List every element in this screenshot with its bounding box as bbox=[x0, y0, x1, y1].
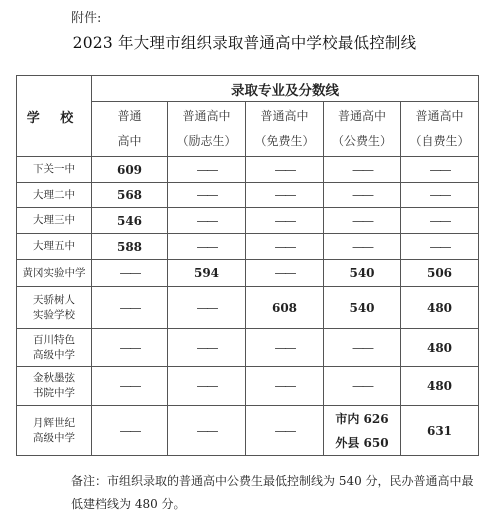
score-value: 540 bbox=[349, 300, 375, 315]
score-value: —— bbox=[352, 379, 372, 393]
attachment-label: 附件: bbox=[71, 11, 102, 26]
score-value: —— bbox=[429, 188, 450, 202]
empty-score-cell bbox=[401, 183, 479, 208]
table-row bbox=[17, 329, 479, 367]
table-row bbox=[17, 234, 479, 260]
empty-score-cell bbox=[92, 329, 168, 367]
score-value: —— bbox=[352, 188, 372, 202]
school-name-line: 高级中学 bbox=[33, 348, 75, 361]
score-value: —— bbox=[429, 213, 450, 228]
table-row bbox=[17, 406, 479, 456]
score-value: —— bbox=[274, 266, 295, 280]
empty-score-cell bbox=[168, 234, 246, 260]
empty-score-cell bbox=[246, 406, 324, 456]
score-cell bbox=[92, 234, 168, 260]
score-value: 480 bbox=[426, 379, 453, 393]
empty-score-cell bbox=[401, 234, 479, 260]
school-name-line: 大理二中 bbox=[33, 188, 75, 201]
col-header-line1: 普通高中 bbox=[182, 109, 231, 123]
school-name-cell bbox=[17, 183, 92, 208]
table-row bbox=[17, 287, 479, 329]
score-cell bbox=[401, 329, 479, 367]
empty-score-cell bbox=[92, 367, 168, 406]
col-header-line1: 普通高中 bbox=[260, 109, 309, 123]
col-header-public bbox=[324, 102, 401, 157]
score-value: 540 bbox=[349, 266, 375, 280]
score-value: —— bbox=[429, 162, 450, 177]
score-value: 588 bbox=[116, 239, 143, 254]
score-value: —— bbox=[196, 239, 217, 254]
empty-score-cell bbox=[168, 406, 246, 456]
score-cell bbox=[401, 406, 479, 456]
score-value: —— bbox=[119, 423, 140, 438]
empty-score-cell bbox=[168, 287, 246, 329]
score-table bbox=[16, 75, 479, 456]
empty-score-cell bbox=[168, 329, 246, 367]
score-cell bbox=[401, 260, 479, 287]
school-name-line: 百川特色 bbox=[33, 333, 75, 346]
footnote: 备注：市组织录取的普通高中公费生最低控制线为 540 分，民办普通高中最低建档线为 480 分。 bbox=[71, 474, 474, 511]
school-name-line: 金秋墨弦 bbox=[33, 372, 75, 384]
score-cell bbox=[324, 406, 401, 456]
empty-score-cell bbox=[324, 329, 401, 367]
score-value: 480 bbox=[426, 300, 453, 315]
school-name-cell bbox=[17, 157, 92, 183]
table-row bbox=[17, 367, 479, 406]
group-header: 录取专业及分数线 bbox=[92, 76, 479, 102]
score-value: —— bbox=[352, 340, 372, 355]
col-header-line2: 高中 bbox=[117, 134, 142, 148]
empty-score-cell bbox=[246, 234, 324, 260]
school-name-cell bbox=[17, 329, 92, 367]
col-header-line2: （励志生） bbox=[176, 134, 237, 148]
score-value: 608 bbox=[271, 300, 298, 315]
school-name-cell bbox=[17, 287, 92, 329]
score-value: 506 bbox=[426, 266, 453, 280]
score-cell bbox=[246, 287, 324, 329]
empty-score-cell bbox=[246, 329, 324, 367]
document-title: 2023 年大理市组织录取普通高中学校最低控制线 bbox=[72, 34, 417, 52]
col-header-inspirational bbox=[168, 102, 246, 157]
score-value: 546 bbox=[116, 213, 143, 228]
col-header-regular bbox=[92, 102, 168, 157]
score-value: —— bbox=[274, 423, 295, 438]
school-name-cell bbox=[17, 260, 92, 287]
empty-score-cell bbox=[168, 183, 246, 208]
empty-score-cell bbox=[92, 406, 168, 456]
school-name-line: 大理三中 bbox=[33, 214, 75, 226]
empty-score-cell bbox=[324, 234, 401, 260]
school-name-cell bbox=[17, 208, 92, 234]
score-value: —— bbox=[274, 340, 295, 355]
score-value: —— bbox=[196, 188, 217, 202]
col-header-free bbox=[246, 102, 324, 157]
score-cell bbox=[92, 157, 168, 183]
score-value: —— bbox=[429, 239, 450, 254]
school-name-cell bbox=[17, 406, 92, 456]
score-cell bbox=[324, 260, 401, 287]
score-value: 594 bbox=[193, 266, 220, 280]
score-value: —— bbox=[119, 300, 140, 315]
score-value: —— bbox=[119, 379, 140, 393]
score-cell bbox=[92, 183, 168, 208]
col-header-line2: （免费生） bbox=[254, 134, 315, 148]
score-value: —— bbox=[352, 213, 372, 228]
score-value: —— bbox=[352, 162, 372, 177]
school-name-line: 大理五中 bbox=[33, 240, 75, 252]
school-name-line: 下关一中 bbox=[33, 163, 75, 175]
empty-score-cell bbox=[246, 260, 324, 287]
table-row bbox=[17, 157, 479, 183]
score-value: —— bbox=[274, 239, 295, 254]
score-cell bbox=[401, 287, 479, 329]
school-name-line: 黄冈实验中学 bbox=[22, 266, 86, 279]
school-name-line: 天骄树人 bbox=[33, 293, 75, 306]
score-value: —— bbox=[274, 188, 295, 202]
score-value: 市内 626 bbox=[335, 411, 389, 426]
col-header-line1: 普通高中 bbox=[415, 109, 464, 123]
empty-score-cell bbox=[401, 208, 479, 234]
col-header-self-funded bbox=[401, 102, 479, 157]
score-value: —— bbox=[196, 162, 217, 177]
score-value: 480 bbox=[426, 340, 453, 355]
school-name-line: 实验学校 bbox=[33, 308, 75, 321]
score-cell bbox=[324, 287, 401, 329]
score-value: —— bbox=[196, 340, 217, 355]
school-name-line: 月辉世纪 bbox=[33, 416, 75, 429]
empty-score-cell bbox=[168, 367, 246, 406]
col-header-line2: （公费生） bbox=[331, 134, 392, 148]
score-value: —— bbox=[196, 379, 217, 393]
score-value: —— bbox=[274, 162, 295, 177]
empty-score-cell bbox=[168, 208, 246, 234]
empty-score-cell bbox=[324, 367, 401, 406]
score-value: —— bbox=[119, 266, 140, 280]
empty-score-cell bbox=[246, 208, 324, 234]
school-name-line: 高级中学 bbox=[33, 431, 75, 444]
col-header-line2: （自费生） bbox=[409, 134, 470, 148]
table-row bbox=[17, 208, 479, 234]
school-name-line: 书院中学 bbox=[33, 387, 75, 399]
empty-score-cell bbox=[324, 208, 401, 234]
score-value: —— bbox=[119, 340, 140, 355]
table-body bbox=[17, 157, 479, 456]
table-row bbox=[17, 260, 479, 287]
empty-score-cell bbox=[246, 183, 324, 208]
score-value-extra: 外县 650 bbox=[335, 435, 389, 450]
score-cell bbox=[92, 208, 168, 234]
score-value: —— bbox=[352, 239, 372, 254]
score-value: 631 bbox=[426, 423, 453, 438]
score-value: —— bbox=[196, 423, 217, 438]
empty-score-cell bbox=[324, 183, 401, 208]
score-value: 568 bbox=[116, 188, 143, 202]
score-cell bbox=[401, 367, 479, 406]
score-value: —— bbox=[274, 213, 295, 228]
empty-score-cell bbox=[246, 157, 324, 183]
school-name-cell bbox=[17, 367, 92, 406]
empty-score-cell bbox=[92, 260, 168, 287]
score-value: —— bbox=[274, 379, 295, 393]
empty-score-cell bbox=[168, 157, 246, 183]
col-header-line1: 普通高中 bbox=[337, 109, 386, 123]
col-header-line1: 普通 bbox=[117, 109, 142, 123]
score-value: 609 bbox=[116, 162, 143, 177]
score-value: —— bbox=[196, 300, 217, 315]
table-row bbox=[17, 183, 479, 208]
empty-score-cell bbox=[324, 157, 401, 183]
empty-score-cell bbox=[246, 367, 324, 406]
empty-score-cell bbox=[92, 287, 168, 329]
score-cell bbox=[168, 260, 246, 287]
school-column-header: 学 校 bbox=[17, 76, 92, 157]
score-value: —— bbox=[196, 213, 217, 228]
school-name-cell bbox=[17, 234, 92, 260]
empty-score-cell bbox=[401, 157, 479, 183]
